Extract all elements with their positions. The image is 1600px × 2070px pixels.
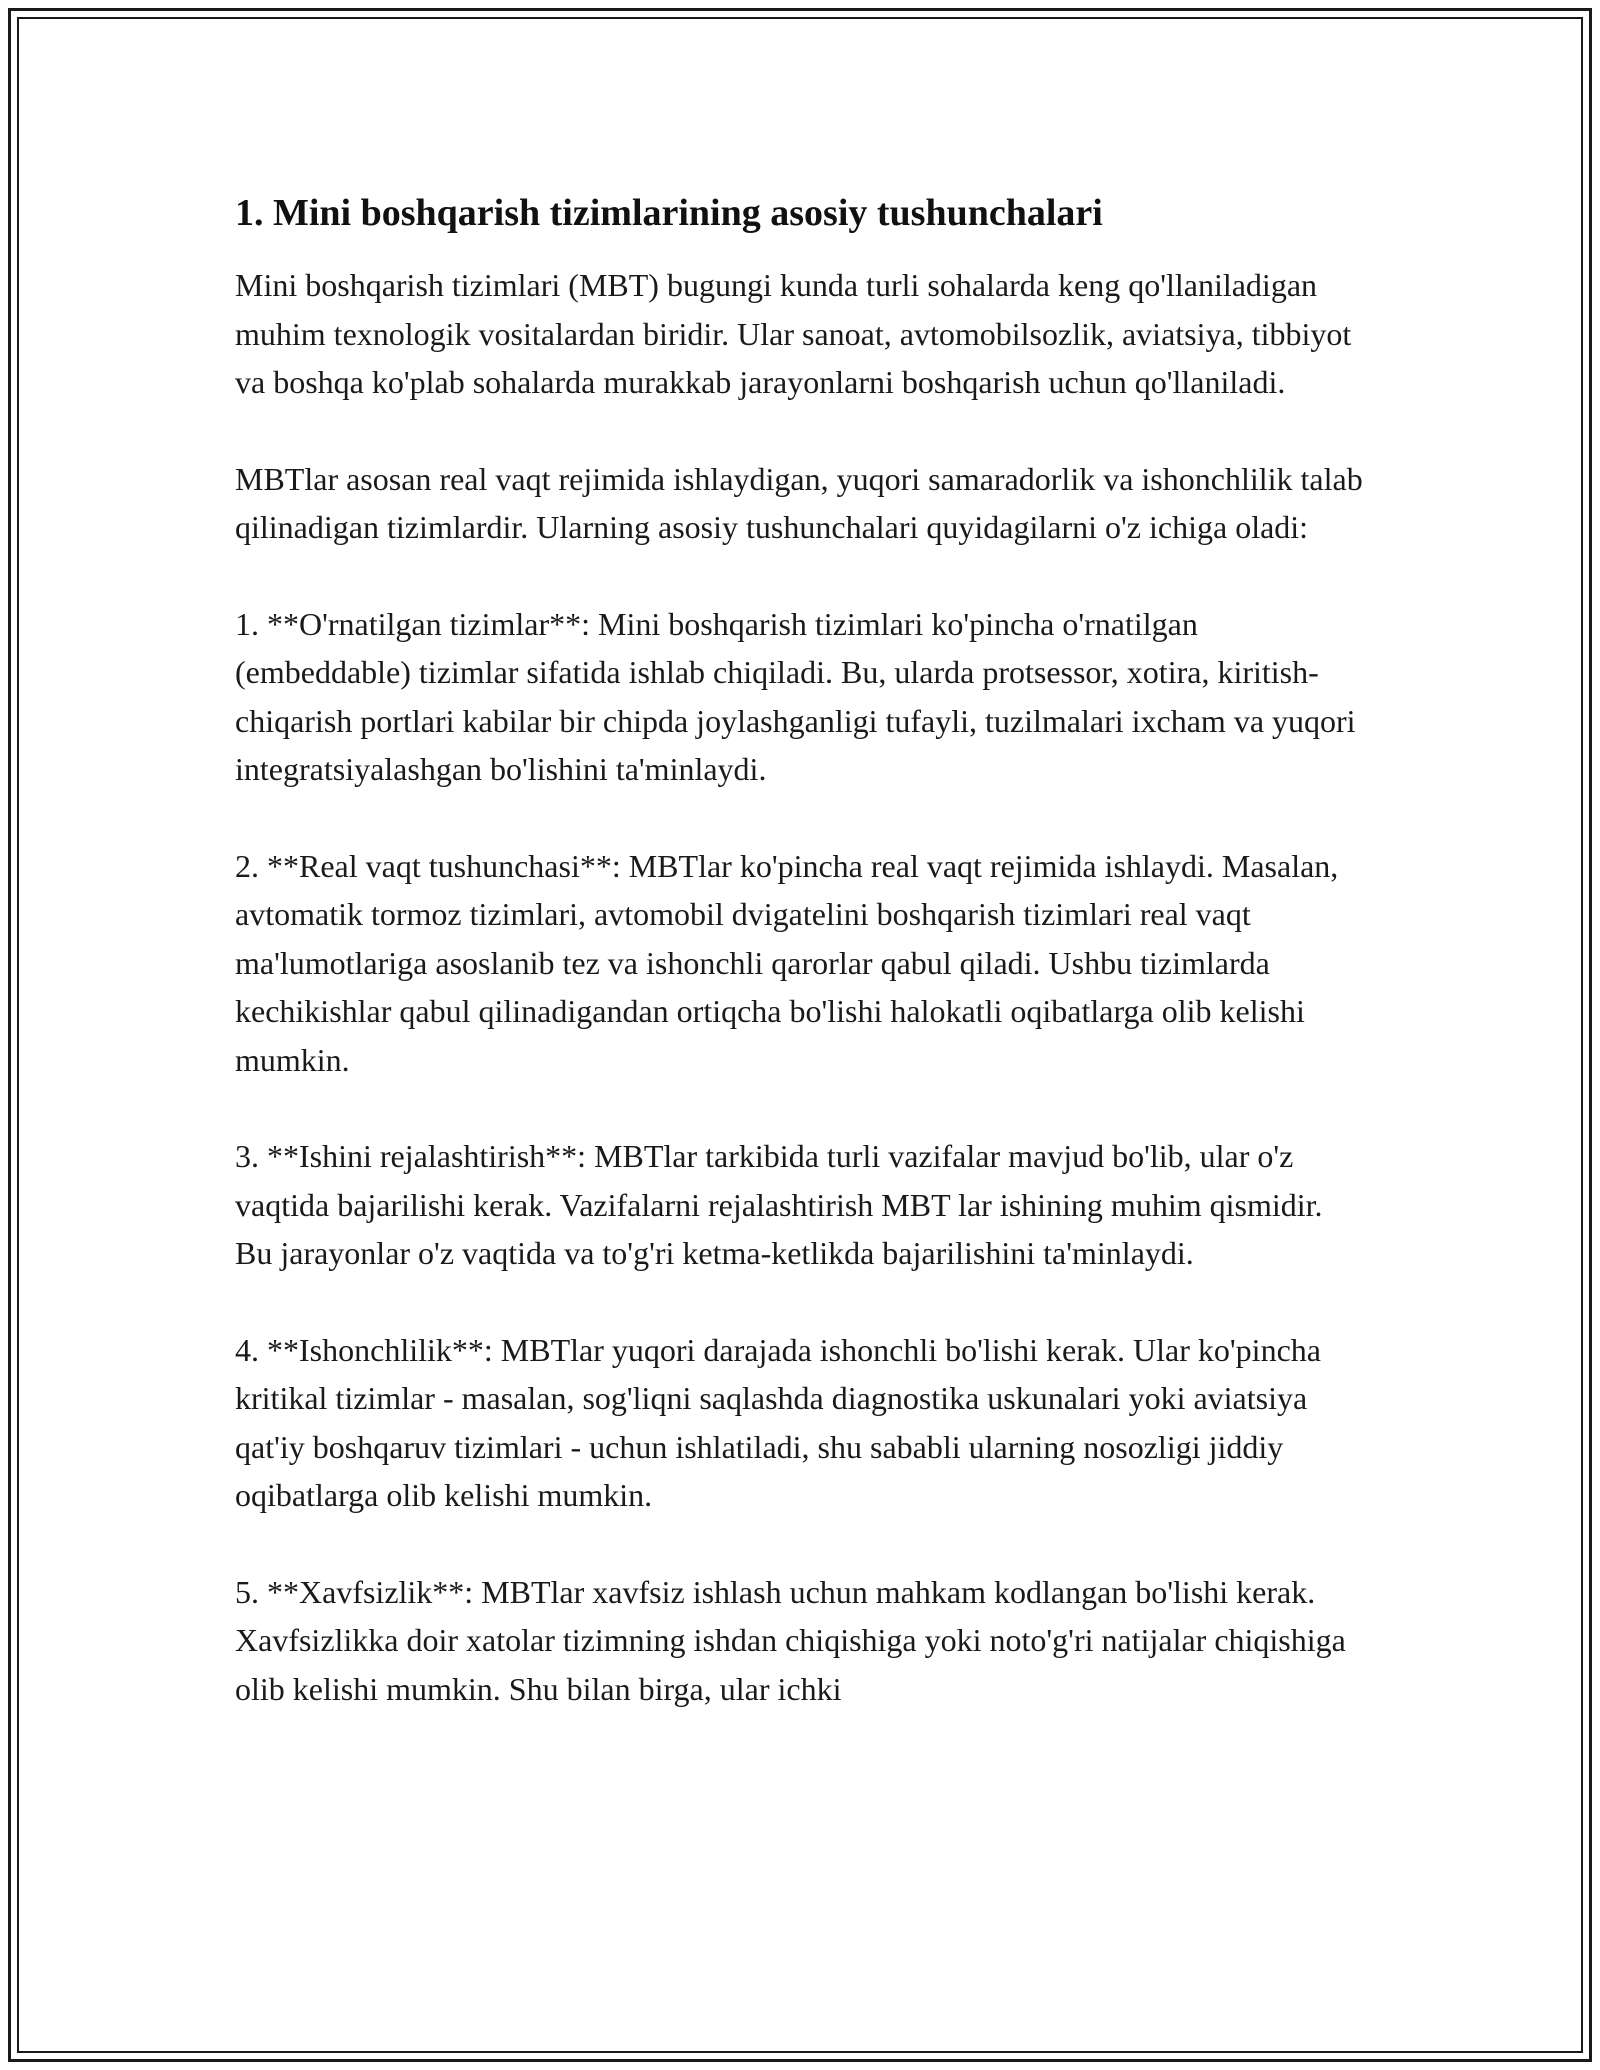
list-item-embedded-systems: 1. **O'rnatilgan tizimlar**: Mini boshqarish tizimlari ko'pincha o'rnatilgan (embeddable) tizimlar sifatida ishlab chiqiladi. Bu, ularda protsessor, xotira, kiritish-chiqarish portlari kabilar bir chipda joylashganligi tufayli, tuzilmalari ixcham va yuqori integratsiyalashgan bo'lishini ta'minlaydi. <box>235 605 1356 787</box>
list-item-scheduling: 3. **Ishini rejalashtirish**: MBTlar tarkibida turli vazifalar mavjud bo'lib, ular o'z vaqtida bajarilishi kerak. Vazifalarni rejalashtirish MBT lar ishining muhim qismidir. Bu jarayonlar o'z vaqtida va to'g'ri ketma-ketlikda bajarilishini ta'minlaydi. <box>235 1138 1323 1271</box>
document-body <box>235 185 1365 1761</box>
list-item-real-time: 2. **Real vaqt tushunchasi**: MBTlar ko'pincha real vaqt rejimida ishlaydi. Masalan, avtomatik tormoz tizimlari, avtomobil dvigatelini boshqarish tizimlari real vaqt ma'lumotlariga asoslanib tez va ishonchli qarorlar qabul qiladi. Ushbu tizimlarda kechikishlar qabul qilinadigandan ortiqcha bo'lishi halokatli oqibatlarga olib kelishi mumkin. <box>235 847 1339 1078</box>
list-item-reliability: 4. **Ishonchlilik**: MBTlar yuqori darajada ishonchli bo'lishi kerak. Ular ko'pincha kritikal tizimlar - masalan, sog'liqni saqlashda diagnostika uskunalari yoki aviatsiya qat'iy boshqaruv tizimlari - uchun ishlatiladi, shu sababli ularning nosozligi jiddiy oqibatlarga olib kelishi mumkin. <box>235 1331 1321 1513</box>
list-item-security: 5. **Xavfsizlik**: MBTlar xavfsiz ishlash uchun mahkam kodlangan bo'lishi kerak. Xavfsizlikka doir xatolar tizimning ishdan chiqishiga yoki noto'g'ri natijalar chiqishiga olib kelishi mumkin. Shu bilan birga, ular ichki <box>235 1573 1346 1707</box>
document-title: 1. Mini boshqarish tizimlarining asosiy tushunchalari <box>235 192 1103 234</box>
paragraph-concepts-intro: MBTlar asosan real vaqt rejimida ishlaydigan, yuqori samaradorlik va ishonchlilik talab qilinadigan tizimlardir. Ularning asosiy tushunchalari quyidagilarni o'z ichiga oladi: <box>235 460 1363 545</box>
paragraph-intro: Mini boshqarish tizimlari (MBT) bugungi kunda turli sohalarda keng qo'llaniladigan muhim texnologik vositalardan biridir. Ular sanoat, avtomobilsozlik, aviatsiya, tibbiyot va boshqa ko'plab sohalarda murakkab jarayonlarni boshqarish uchun qo'llaniladi. <box>235 267 1352 400</box>
